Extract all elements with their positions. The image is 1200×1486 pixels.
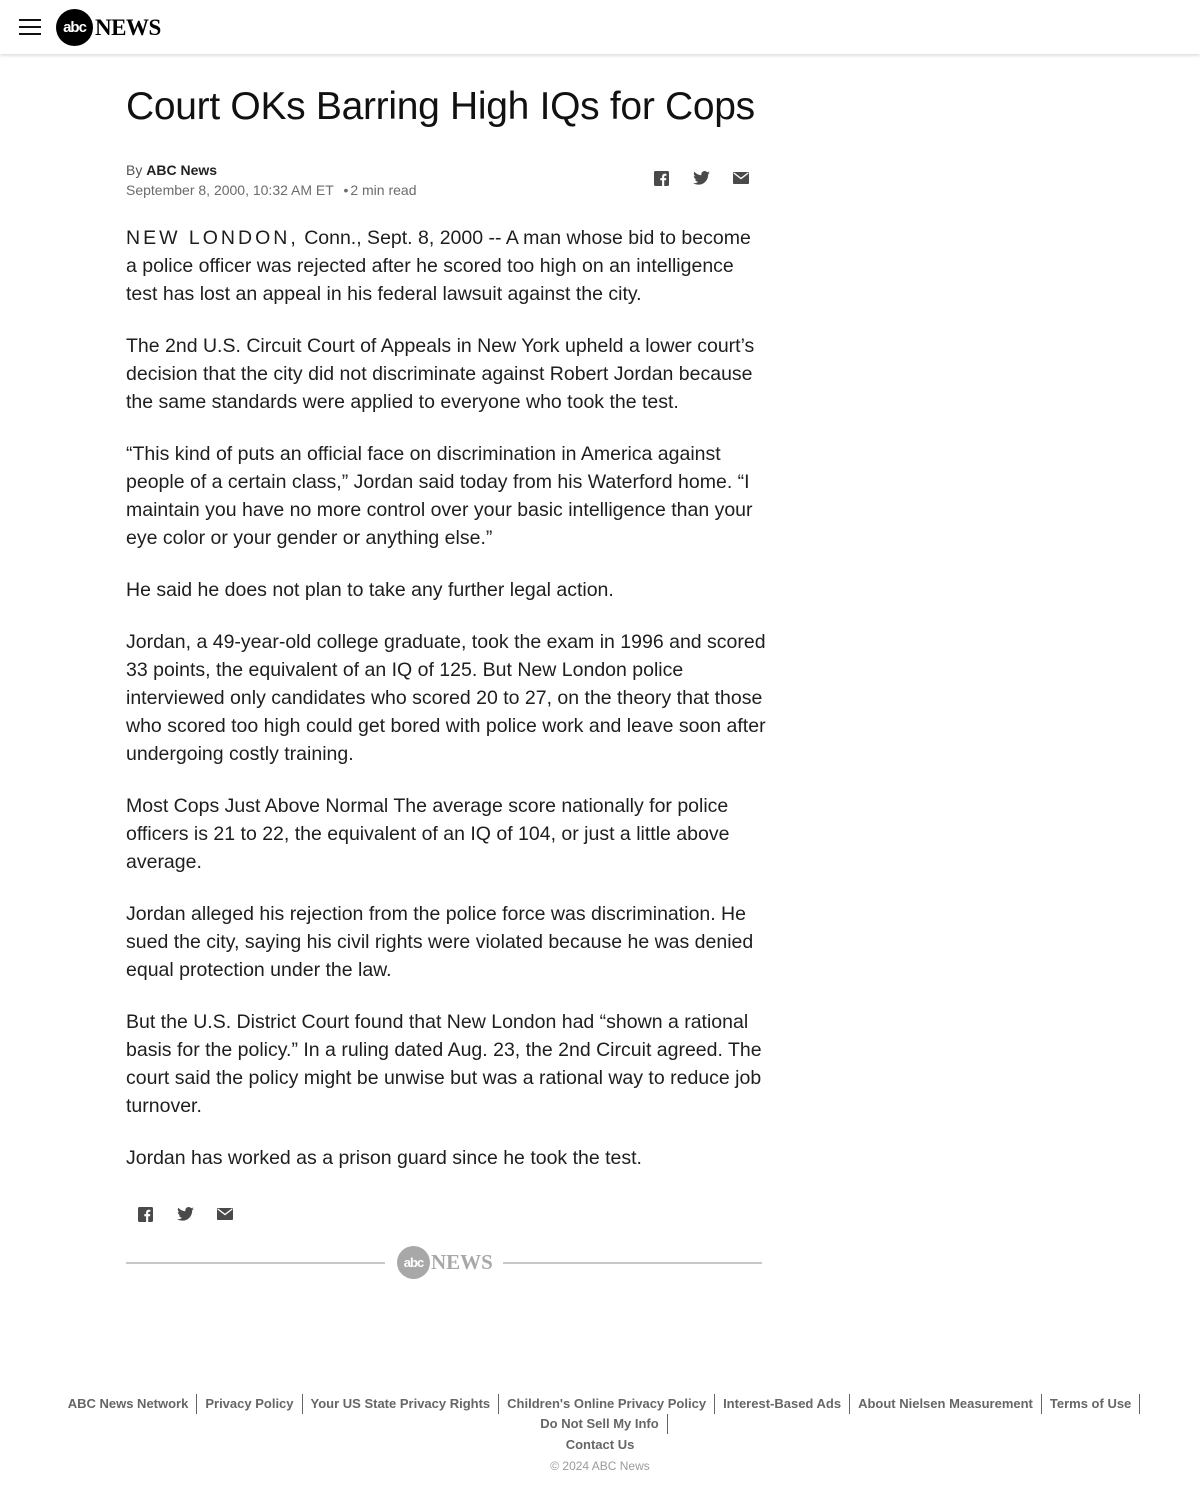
paragraph-text: Conn., Sept. 8, 2000 -- A man whose bid to become a police officer was rejected after he scored too high on an intelligence test has lost an appeal in his federal lawsuit against the city. (126, 227, 751, 305)
byline-prefix: By (126, 162, 143, 178)
article-paragraph-4: He said he does not plan to take any further legal action. (126, 579, 614, 601)
footer-link-abc-news-network[interactable]: ABC News Network (60, 1394, 198, 1414)
article-paragraph-3: “This kind of puts an official face on discrimination in America against people of a certain class,” Jordan said today from his Waterford home. “I maintain you have no more control over your basic intelligence than your eye color or your gender or anything else.” (126, 443, 753, 549)
byline (126, 160, 417, 200)
author-name[interactable]: ABC News (146, 162, 218, 178)
site-footer (0, 1394, 1200, 1476)
article-paragraph-1 (126, 224, 766, 308)
footer-links (0, 1394, 1200, 1434)
dateline: NEW LONDON, (126, 227, 299, 249)
article-paragraph-9: Jordan has worked as a prison guard since he took the test. (126, 1147, 642, 1169)
logo-wordmark: NEWS (95, 14, 161, 40)
share-bar-top (652, 168, 750, 188)
article-body (126, 224, 766, 1196)
logo-circle: abc (56, 9, 93, 46)
email-icon[interactable] (216, 1204, 234, 1224)
article-meta (126, 180, 417, 200)
email-icon[interactable] (732, 168, 750, 188)
divider-line-left (126, 1262, 385, 1264)
article-end-divider (126, 1246, 762, 1280)
timestamp: September 8, 2000, 10:32 AM ET (126, 182, 334, 198)
divider-logo-circle: abc (397, 1246, 430, 1279)
article-paragraph-8: But the U.S. District Court found that New London had “shown a rational basis for the policy.” In a ruling dated Aug. 23, the 2nd Circuit agreed. The court said the policy might be unwise but was a rational way to reduce job turnover. (126, 1011, 762, 1117)
facebook-icon[interactable] (652, 168, 670, 188)
meta-separator: • (343, 182, 349, 198)
divider-abc-news-logo (397, 1246, 493, 1279)
footer-link-nielsen[interactable]: About Nielsen Measurement (850, 1394, 1042, 1414)
site-header (0, 0, 1200, 54)
divider-logo-wordmark: NEWS (431, 1250, 493, 1274)
abc-news-logo[interactable] (56, 9, 161, 46)
twitter-icon[interactable] (176, 1204, 194, 1224)
read-time: 2 min read (350, 182, 417, 198)
footer-link-childrens-privacy[interactable]: Children's Online Privacy Policy (499, 1394, 715, 1414)
footer-link-state-privacy-rights[interactable]: Your US State Privacy Rights (303, 1394, 500, 1414)
twitter-icon[interactable] (692, 168, 710, 188)
article-paragraph-6: Most Cops Just Above Normal The average score nationally for police officers is 21 to 22, the equivalent of an IQ of 104, or just a little above average. (126, 795, 730, 873)
hamburger-menu-icon[interactable] (19, 19, 41, 37)
article-header (126, 80, 766, 134)
facebook-icon[interactable] (136, 1204, 154, 1224)
footer-link-contact-us[interactable]: Contact Us (565, 1437, 635, 1452)
article-paragraph-5: Jordan, a 49-year-old college graduate, took the exam in 1996 and scored 33 points, the equivalent of an IQ of 125. But New London police interviewed only candidates who scored 20 to 27, on the theory that those who scored too high could get bored with police work and leave soon after undergoing costly training. (126, 631, 766, 765)
footer-contact-row (0, 1435, 1200, 1455)
byline-row (126, 160, 417, 180)
footer-link-privacy-policy[interactable]: Privacy Policy (197, 1394, 302, 1414)
footer-link-interest-based-ads[interactable]: Interest-Based Ads (715, 1394, 850, 1414)
article-paragraph-2: The 2nd U.S. Circuit Court of Appeals in New York upheld a lower court’s decision that the city did not discriminate against Robert Jordan because the same standards were applied to everyone who took the test. (126, 335, 755, 413)
share-bar-bottom (136, 1204, 234, 1224)
article-paragraph-7: Jordan alleged his rejection from the police force was discrimination. He sued the city, saying his civil rights were violated because he was denied equal protection under the law. (126, 903, 754, 981)
footer-link-terms-of-use[interactable]: Terms of Use (1042, 1394, 1140, 1414)
copyright: © 2024 ABC News (550, 1459, 650, 1473)
divider-line-right (503, 1262, 762, 1264)
footer-link-do-not-sell[interactable]: Do Not Sell My Info (532, 1414, 667, 1434)
page-title: Court OKs Barring High IQs for Cops (126, 85, 755, 128)
